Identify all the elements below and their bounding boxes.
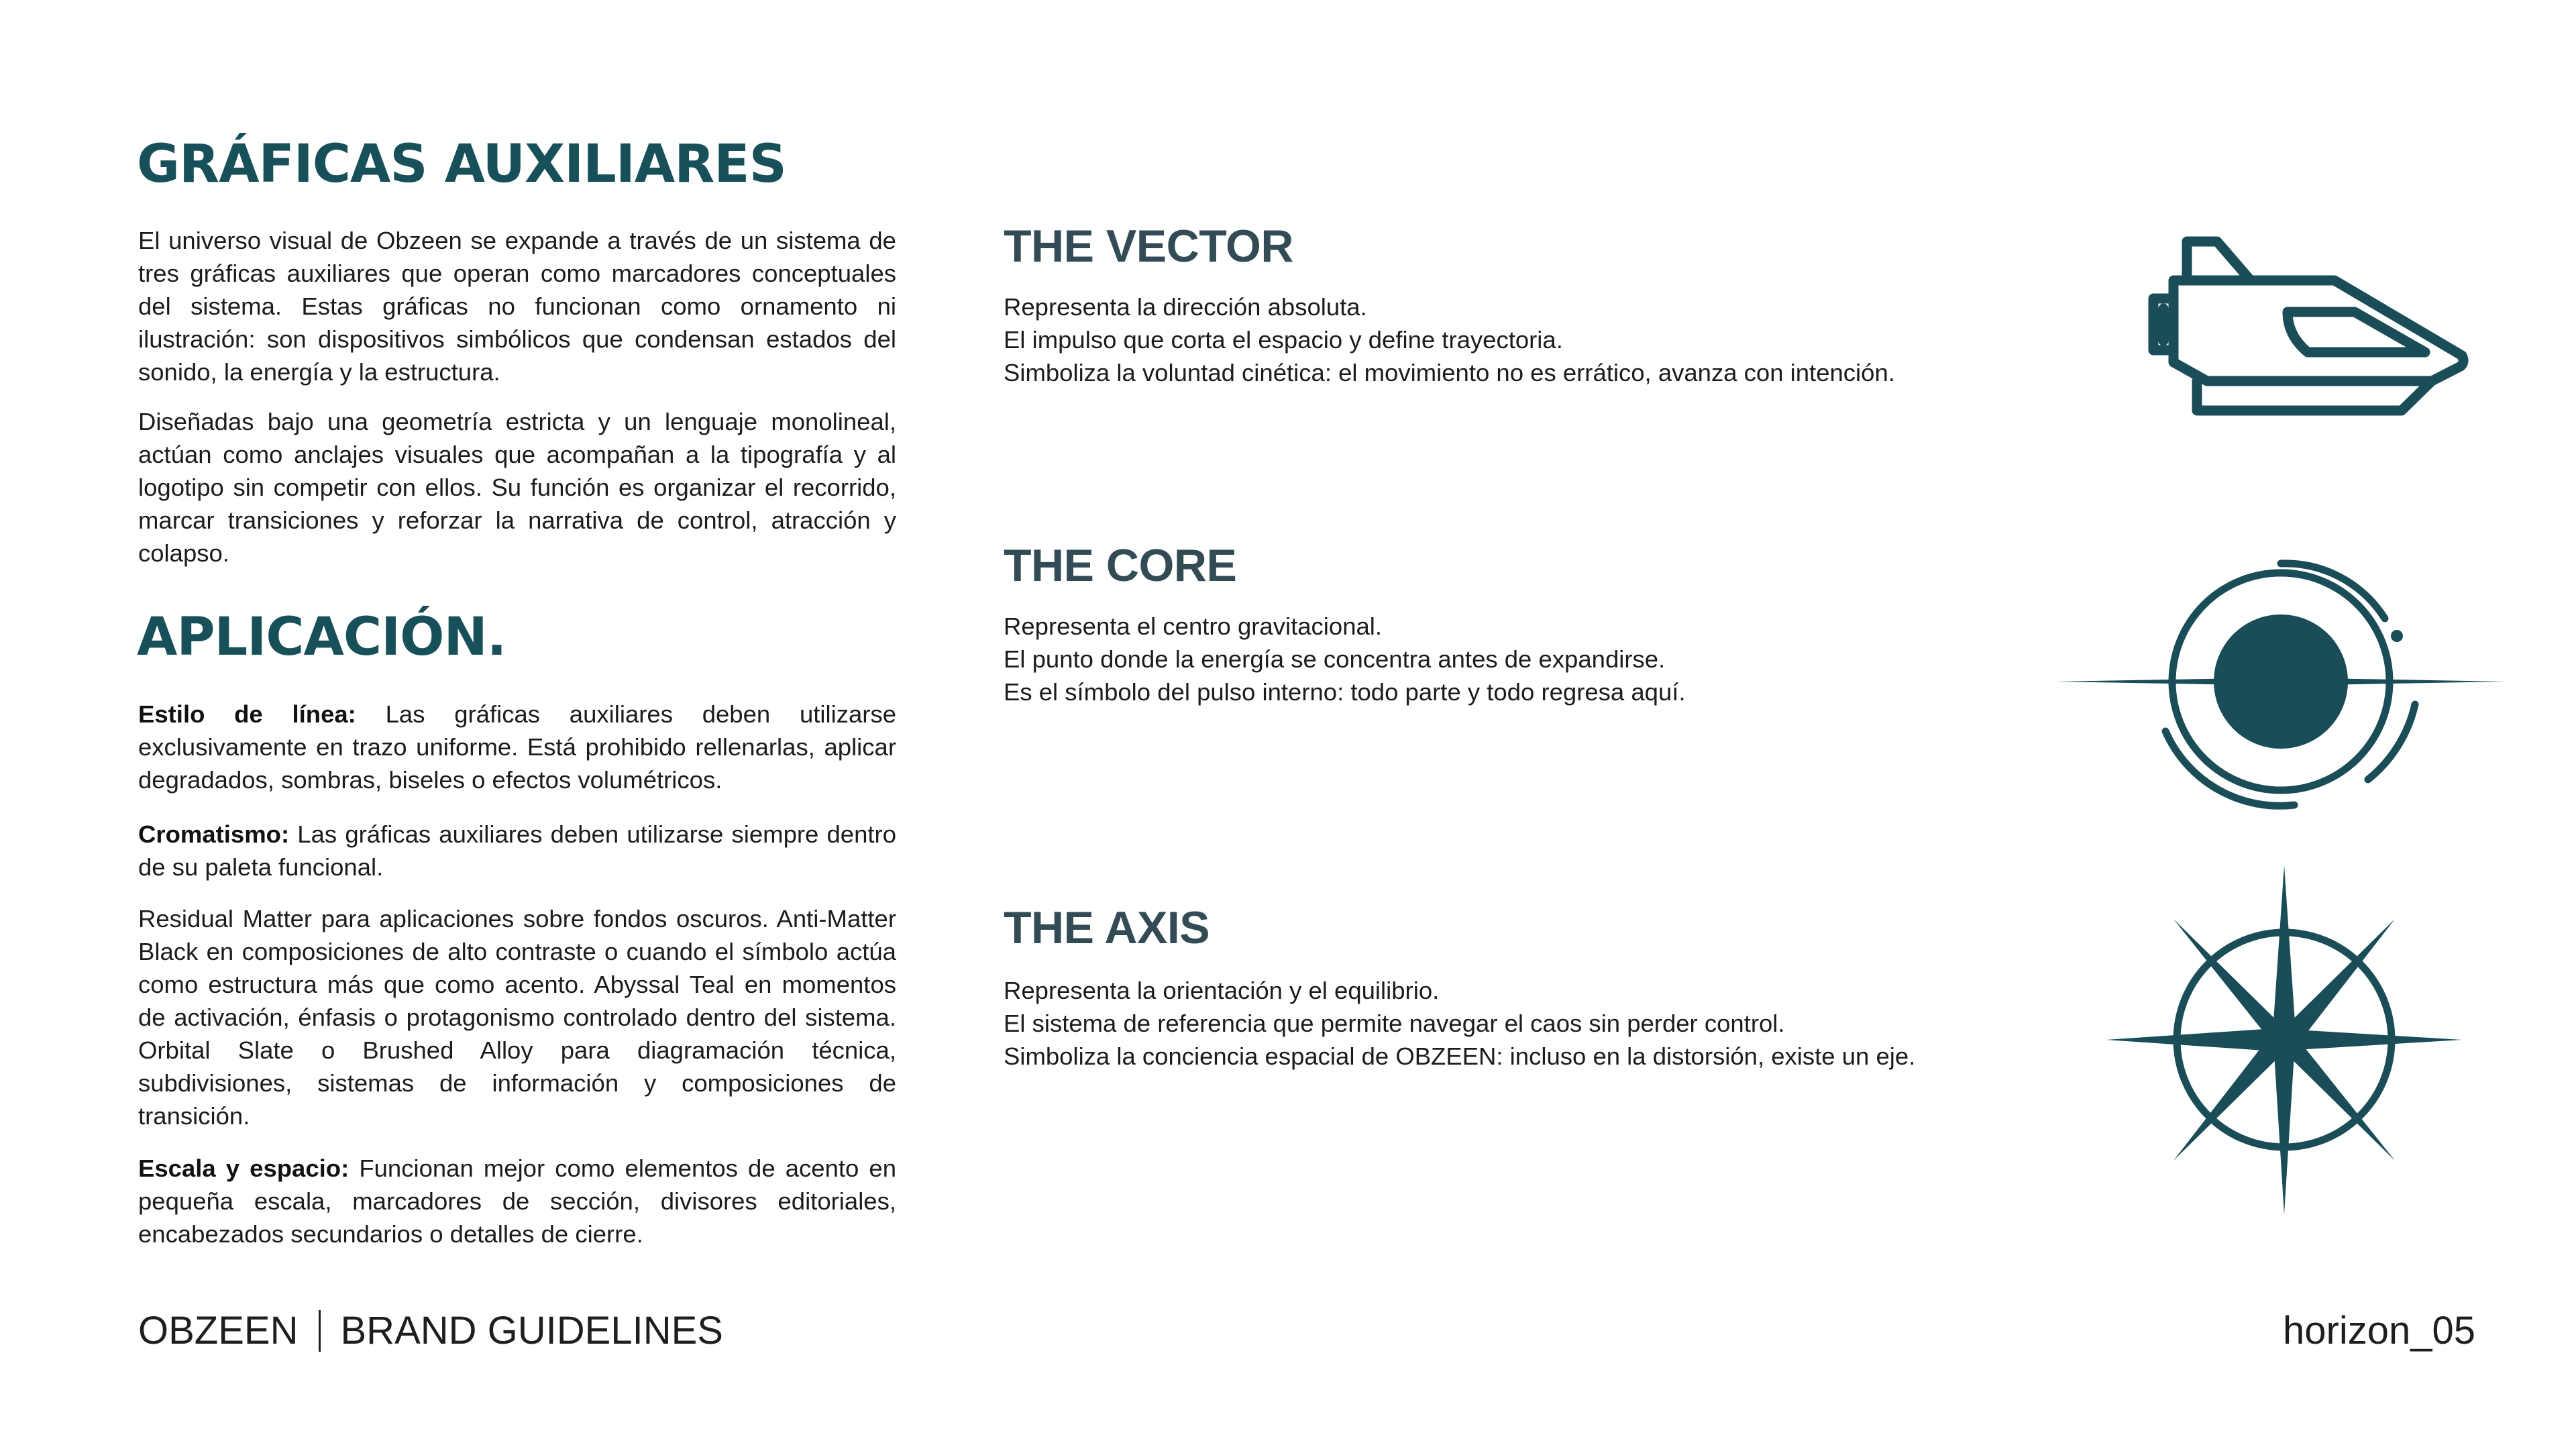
- heading-graficas-auxiliares: GRÁFICAS AUXILIARES: [137, 134, 786, 195]
- application-line-style: [138, 698, 896, 796]
- footer-brand: [138, 1308, 723, 1353]
- section-line: Representa la dirección absoluta.: [1004, 293, 1367, 321]
- section-title-core: THE CORE: [1004, 540, 1237, 591]
- intro-paragraph-2: Diseñadas bajo una geometría estricta y un lenguaje monolineal, actúan como anclajes visuales que acompañan a la tipografía y al logotipo sin competir con ellos. Su función es organizar el recorrido, marcar transiciones y reforzar la narrativa de control, atracción y colapso.: [138, 408, 896, 567]
- section-line: El sistema de referencia que permite navegar el caos sin perder control.: [1004, 1010, 1785, 1037]
- line-style-text: Las gráficas auxiliares deben utilizarse exclusivamente en trazo uniforme. Está prohibido rellenarlas, aplicar degradados, sombras, biseles o efectos volumétricos.: [138, 700, 896, 794]
- section-title-vector: THE VECTOR: [1004, 221, 1294, 272]
- section-line: Es el símbolo del pulso interno: todo parte y todo regresa aquí.: [1004, 678, 1686, 706]
- footer-page-label: horizon_05: [2283, 1309, 2475, 1352]
- chroma-text: Las gráficas auxiliares deben utilizarse siempre dentro de su paleta funcional.: [138, 820, 896, 881]
- section-title-axis: THE AXIS: [1004, 902, 1210, 953]
- vector-ship-icon: [2133, 228, 2475, 436]
- footer-subtitle: BRAND GUIDELINES: [340, 1309, 723, 1352]
- heading-aplicacion: APLICACIÓN.: [137, 607, 506, 667]
- intro-paragraph-1: El universo visual de Obzeen se expande a través de un sistema de tres gráficas auxiliares que operan como marcadores conceptuales del sistema. Estas gráficas no funcionan como ornamento ni ilustración: son dispositivos simbólicos que condensan estados del sonido, la energía y la estructura.: [138, 227, 896, 386]
- section-text-axis: [1004, 974, 2050, 1073]
- application-chroma: [138, 818, 896, 883]
- core-orbit-icon: [2053, 550, 2509, 818]
- section-text-core: [1004, 610, 2050, 708]
- scale-label: Escala y espacio:: [138, 1155, 350, 1182]
- footer-brand-name: OBZEEN: [138, 1309, 299, 1352]
- line-style-label: Estilo de línea:: [138, 700, 356, 728]
- application-scale: [138, 1152, 896, 1250]
- section-text-vector: [1004, 290, 2050, 389]
- footer-divider: [319, 1310, 321, 1352]
- section-line: Representa el centro gravitacional.: [1004, 612, 1383, 640]
- scale-text: Funcionan mejor como elementos de acento en pequeña escala, marcadores de sección, divisores editoriales, encabezados secundarios o detalles de cierre.: [138, 1155, 896, 1248]
- section-line: Representa la orientación y el equilibrio.: [1004, 977, 1440, 1004]
- application-palette: Residual Matter para aplicaciones sobre fondos oscuros. Anti-Matter Black en composiciones de alto contraste o cuando el símbolo actúa como estructura más que como acento. Abyssal Teal en momentos de activación, énfasis o protagonismo controlado dentro del sistema. Orbital Slate o Brushed Alloy para diagramación técnica, subdivisiones, sistemas de información y composiciones de transición.: [138, 905, 896, 1130]
- section-line: El punto donde la energía se concentra antes de expandirse.: [1004, 645, 1666, 673]
- axis-star-icon: [2106, 865, 2462, 1214]
- section-line: Simboliza la voluntad cinética: el movimiento no es errático, avanza con intención.: [1004, 359, 1895, 386]
- section-line: Simboliza la conciencia espacial de OBZEEN: incluso en la distorsión, existe un eje.: [1004, 1042, 1916, 1070]
- section-line: El impulso que corta el espacio y define trayectoria.: [1004, 326, 1563, 354]
- footer-page: [2283, 1308, 2475, 1353]
- chroma-label: Cromatismo:: [138, 820, 290, 848]
